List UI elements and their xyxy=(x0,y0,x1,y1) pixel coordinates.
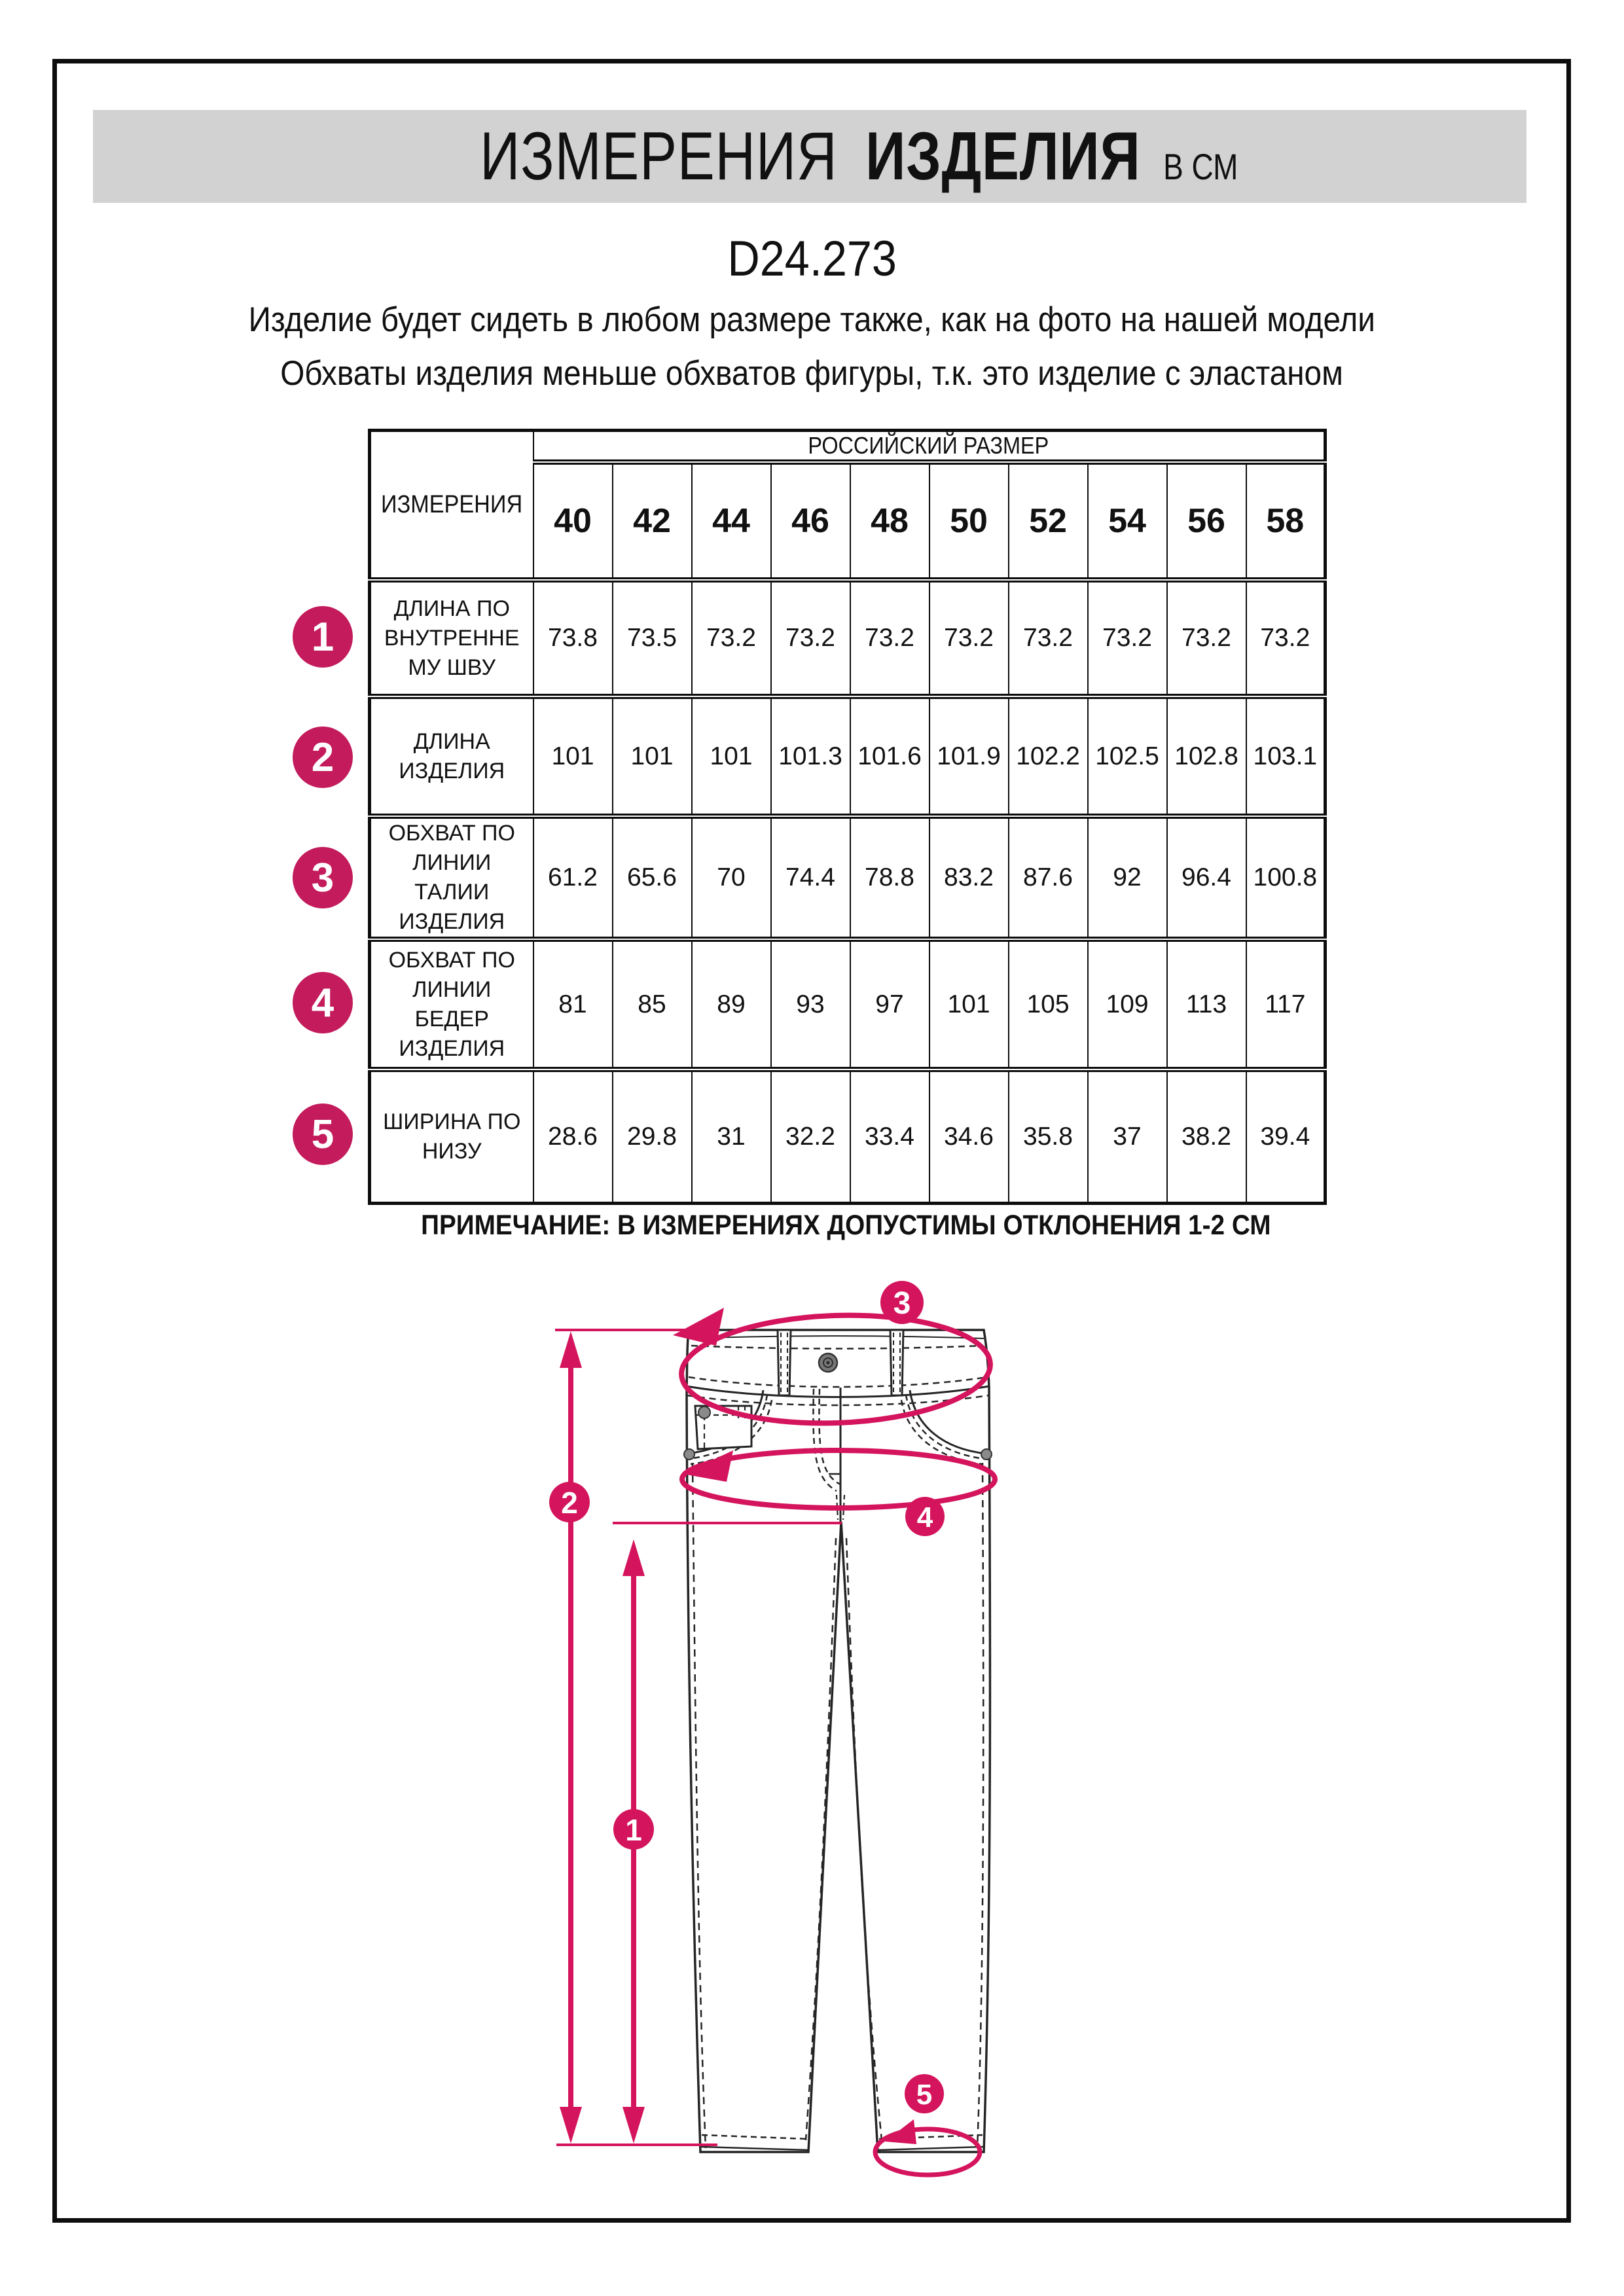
value-cell: 92 xyxy=(1088,816,1167,939)
callout-badge-4 xyxy=(905,1497,945,1536)
value-cell: 100.8 xyxy=(1246,816,1326,939)
arrow-up-icon xyxy=(623,1539,645,1576)
value-cell: 61.2 xyxy=(533,816,613,939)
value-cell: 73.2 xyxy=(692,580,771,696)
table-row-badge-4: 4 xyxy=(293,972,353,1033)
value-cell: 101.6 xyxy=(850,696,929,816)
belt-loop-left xyxy=(778,1330,791,1395)
value-cell: 101.3 xyxy=(771,696,850,816)
arrow-down-icon xyxy=(623,2107,645,2144)
measurements-column-header: ИЗМЕРЕНИЯ xyxy=(370,431,533,581)
arrow-down-icon xyxy=(560,2107,582,2144)
value-cell: 39.4 xyxy=(1246,1069,1326,1203)
table-row-garment-length xyxy=(370,696,1326,816)
callout-badge-2 xyxy=(549,1482,590,1522)
title-unit-cm: В СМ xyxy=(1163,145,1238,187)
table-row-badge-1: 1 xyxy=(293,606,353,668)
value-cell: 103.1 xyxy=(1246,696,1326,816)
row-label: ШИРИНА ПО НИЗУ xyxy=(370,1069,533,1203)
value-cell: 38.2 xyxy=(1167,1069,1246,1203)
value-cell: 101 xyxy=(533,696,613,816)
size-header-cell: 48 xyxy=(850,462,929,580)
value-cell: 101 xyxy=(929,939,1009,1069)
callout-badge-1 xyxy=(613,1809,654,1850)
value-cell: 73.2 xyxy=(771,580,850,696)
russian-size-header: РОССИЙСКИЙ РАЗМЕР xyxy=(533,431,1326,463)
value-cell: 73.2 xyxy=(1246,580,1326,696)
value-cell: 105 xyxy=(1009,939,1088,1069)
value-cell: 109 xyxy=(1088,939,1167,1069)
value-cell: 78.8 xyxy=(850,816,929,939)
table-row-badge-3: 3 xyxy=(293,847,353,908)
value-cell: 102.8 xyxy=(1167,696,1246,816)
table-row-hip-girth xyxy=(370,939,1326,1069)
description-line-2: Обхваты изделия меньше обхватов фигуры, т.к. это изделие с эластаном xyxy=(280,354,1344,393)
table-row-badge-2: 2 xyxy=(293,726,353,788)
value-cell: 74.4 xyxy=(771,816,850,939)
callout-badge-3 xyxy=(880,1281,924,1324)
jeans-diagram xyxy=(511,1260,1060,2196)
callout-badge-5 xyxy=(905,2074,944,2113)
value-cell: 102.5 xyxy=(1088,696,1167,816)
value-cell: 73.5 xyxy=(613,580,692,696)
value-cell: 117 xyxy=(1246,939,1326,1069)
size-header-cell: 52 xyxy=(1009,462,1088,580)
value-cell: 89 xyxy=(692,939,771,1069)
coin-pocket-rivet xyxy=(698,1407,710,1418)
callout-number: 3 xyxy=(893,1286,911,1321)
group-header-row xyxy=(370,431,1326,463)
rivet-right xyxy=(981,1449,992,1460)
callout-number: 5 xyxy=(916,2079,933,2111)
size-header-cell: 44 xyxy=(692,462,771,580)
title-band xyxy=(93,110,1526,203)
value-cell: 29.8 xyxy=(613,1069,692,1203)
product-code: D24.273 xyxy=(727,231,897,287)
callout-number: 2 xyxy=(561,1486,578,1520)
size-header-cell: 50 xyxy=(929,462,1009,580)
value-cell: 35.8 xyxy=(1009,1069,1088,1203)
size-table-wrapper xyxy=(368,429,1327,1205)
table-row-hem-width xyxy=(370,1069,1326,1203)
value-cell: 102.2 xyxy=(1009,696,1088,816)
value-cell: 31 xyxy=(692,1069,771,1203)
value-cell: 32.2 xyxy=(771,1069,850,1203)
size-header-cell: 40 xyxy=(533,462,613,580)
size-table xyxy=(368,429,1327,1205)
description-line-1: Изделие будет сидеть в любом размере также, как на фото на нашей модели xyxy=(248,300,1376,339)
value-cell: 34.6 xyxy=(929,1069,1009,1203)
row-label: ОБХВАТ ПО ЛИНИИ БЕДЕР ИЗДЕЛИЯ xyxy=(370,939,533,1069)
title-band-text xyxy=(480,118,1238,196)
waist-arrowhead-icon xyxy=(673,1308,724,1346)
callout-number: 4 xyxy=(916,1501,933,1534)
value-cell: 83.2 xyxy=(929,816,1009,939)
value-cell: 73.2 xyxy=(929,580,1009,696)
garment-length-arrow xyxy=(560,1331,582,2144)
value-cell: 113 xyxy=(1167,939,1246,1069)
value-cell: 101 xyxy=(692,696,771,816)
table-row-waist-girth xyxy=(370,816,1326,939)
size-header-cell: 46 xyxy=(771,462,850,580)
value-cell: 97 xyxy=(850,939,929,1069)
table-row-inseam-length xyxy=(370,580,1326,696)
size-header-cell: 42 xyxy=(613,462,692,580)
row-label: ОБХВАТ ПО ЛИНИИ ТАЛИИ ИЗДЕЛИЯ xyxy=(370,816,533,939)
value-cell: 70 xyxy=(692,816,771,939)
size-header-cell: 54 xyxy=(1088,462,1167,580)
row-label: ДЛИНА ПО ВНУТРЕННЕ МУ ШВУ xyxy=(370,580,533,696)
rivet-left xyxy=(684,1449,695,1460)
value-cell: 96.4 xyxy=(1167,816,1246,939)
belt-loop-right xyxy=(890,1330,903,1395)
value-cell: 73.2 xyxy=(850,580,929,696)
value-cell: 101 xyxy=(613,696,692,816)
value-cell: 73.2 xyxy=(1009,580,1088,696)
title-word-product: ИЗДЕЛИЯ xyxy=(865,118,1141,194)
value-cell: 73.2 xyxy=(1088,580,1167,696)
value-cell: 93 xyxy=(771,939,850,1069)
value-cell: 87.6 xyxy=(1009,816,1088,939)
value-cell: 85 xyxy=(613,939,692,1069)
value-cell: 37 xyxy=(1088,1069,1167,1203)
table-row-badge-5: 5 xyxy=(293,1103,353,1165)
callout-number: 1 xyxy=(625,1813,642,1847)
tolerance-note: ПРИМЕЧАНИЕ: В ИЗМЕРЕНИЯХ ДОПУСТИМЫ ОТКЛОНЕНИЯ 1-2 СМ xyxy=(420,1210,1271,1241)
title-word-measurements: ИЗМЕРЕНИЯ xyxy=(479,118,838,194)
row-label: ДЛИНА ИЗДЕЛИЯ xyxy=(370,696,533,816)
value-cell: 73.8 xyxy=(533,580,613,696)
value-cell: 81 xyxy=(533,939,613,1069)
size-header-cell: 58 xyxy=(1246,462,1326,580)
arrow-up-icon xyxy=(560,1331,582,1368)
value-cell: 73.2 xyxy=(1167,580,1246,696)
size-header-cell: 56 xyxy=(1167,462,1246,580)
value-cell: 28.6 xyxy=(533,1069,613,1203)
waist-button xyxy=(819,1354,837,1372)
value-cell: 65.6 xyxy=(613,816,692,939)
value-cell: 101.9 xyxy=(929,696,1009,816)
value-cell: 33.4 xyxy=(850,1069,929,1203)
